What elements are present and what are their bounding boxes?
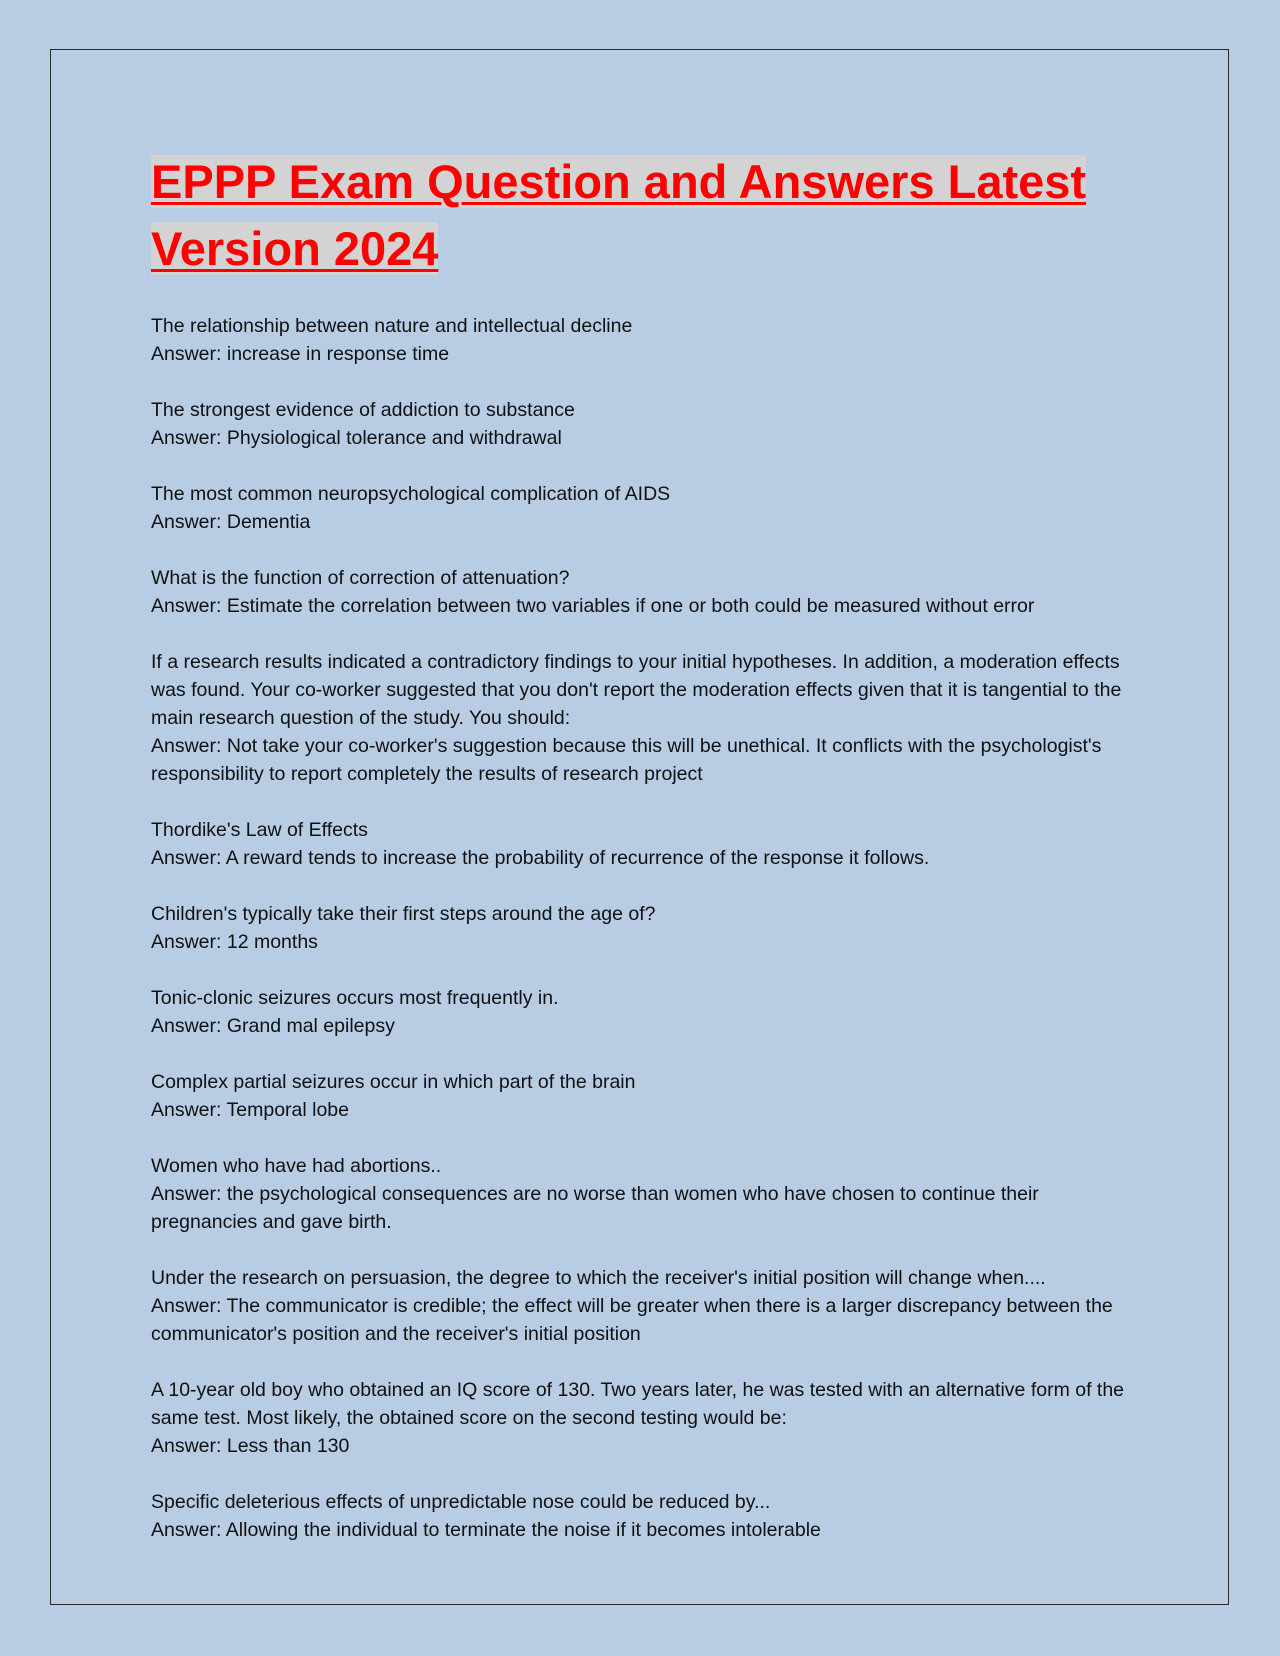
answer-text: Answer: Less than 130	[151, 1435, 350, 1457]
qa-item	[151, 816, 1136, 872]
qa-item	[151, 648, 1136, 788]
question-text: Tonic-clonic seizures occurs most frequently in.	[151, 987, 559, 1009]
question-text: Under the research on persuasion, the degree to which the receiver's initial position will change when....	[151, 1267, 1046, 1289]
qa-item	[151, 1488, 1136, 1544]
document-body	[151, 148, 1136, 1572]
answer-text: Answer: Temporal lobe	[151, 1099, 349, 1121]
answer-text: Answer: Dementia	[151, 511, 311, 533]
question-text: A 10-year old boy who obtained an IQ score of 130. Two years later, he was tested with an alternative form of the same test. Most likely, the obtained score on the second testing would be:	[151, 1379, 1125, 1429]
question-text: Complex partial seizures occur in which part of the brain	[151, 1071, 636, 1093]
qa-list	[151, 312, 1136, 1544]
answer-text: Answer: The communicator is credible; the effect will be greater when there is a larger discrepancy between the communicator's position and the receiver's initial position	[151, 1295, 1113, 1345]
answer-text: Answer: Estimate the correlation between two variables if one or both could be measured without error	[151, 595, 1035, 617]
question-text: The strongest evidence of addiction to substance	[151, 399, 575, 421]
answer-text: Answer: A reward tends to increase the probability of recurrence of the response it follows.	[151, 847, 930, 869]
answer-text: Answer: Not take your co-worker's suggestion because this will be unethical. It conflicts with the psychologist's responsibility to report completely the results of research project	[151, 735, 1102, 785]
qa-item	[151, 1068, 1136, 1124]
qa-item	[151, 564, 1136, 620]
answer-text: Answer: Physiological tolerance and withdrawal	[151, 427, 562, 449]
answer-text: Answer: 12 months	[151, 931, 318, 953]
question-text: Children's typically take their first steps around the age of?	[151, 903, 656, 925]
question-text: The relationship between nature and intellectual decline	[151, 315, 633, 337]
question-text: Thordike's Law of Effects	[151, 819, 368, 841]
question-text: If a research results indicated a contradictory findings to your initial hypotheses. In addition, a moderation effects was found. Your co-worker suggested that you don't report the moderation effects given that it is tangential to the main research question of the study. You should:	[151, 651, 1122, 729]
answer-text: Answer: Grand mal epilepsy	[151, 1015, 395, 1037]
answer-text: Answer: increase in response time	[151, 343, 450, 365]
question-text: Women who have had abortions..	[151, 1155, 442, 1177]
qa-item	[151, 480, 1136, 536]
document-title	[151, 148, 1136, 282]
qa-item	[151, 984, 1136, 1040]
qa-item	[151, 1264, 1136, 1348]
document-title-text: EPPP Exam Question and Answers Latest Version 2024	[151, 155, 1087, 275]
qa-item	[151, 1152, 1136, 1236]
question-text: Specific deleterious effects of unpredictable nose could be reduced by...	[151, 1491, 771, 1513]
question-text: The most common neuropsychological complication of AIDS	[151, 483, 671, 505]
qa-item	[151, 1376, 1136, 1460]
answer-text: Answer: Allowing the individual to terminate the noise if it becomes intolerable	[151, 1519, 821, 1541]
question-text: What is the function of correction of attenuation?	[151, 567, 570, 589]
qa-item	[151, 900, 1136, 956]
qa-item	[151, 396, 1136, 452]
qa-item	[151, 312, 1136, 368]
answer-text: Answer: the psychological consequences are no worse than women who have chosen to continue their pregnancies and gave birth.	[151, 1183, 1039, 1233]
